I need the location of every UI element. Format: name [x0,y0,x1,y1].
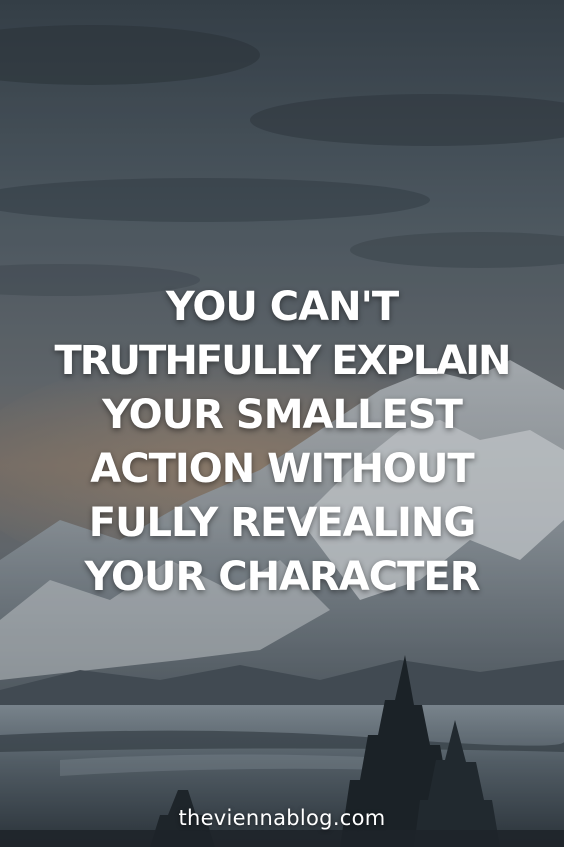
quote-line: FULLY REVEALING [88,500,476,546]
quote-line: TRUTHFULLY EXPLAIN [54,338,510,384]
quote-line: YOU CAN'T [165,284,399,330]
quote-line: ACTION WITHOUT [90,446,474,492]
quote-line: YOUR CHARACTER [84,554,480,600]
quote-line: YOUR SMALLEST [102,392,462,438]
site-credit: theviennablog.com [178,806,386,830]
quote-text [0,280,564,604]
